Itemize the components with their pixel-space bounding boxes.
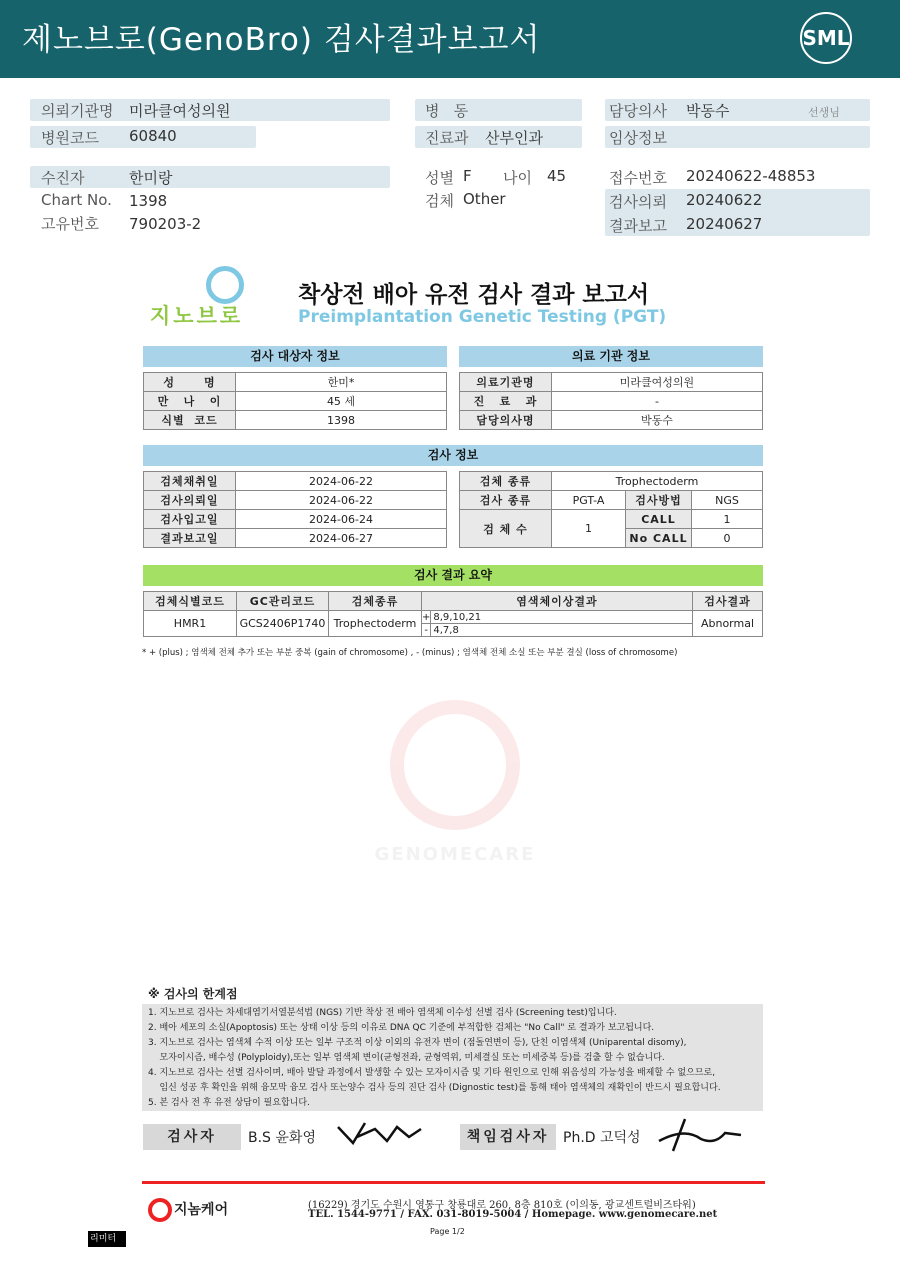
- table-row: [460, 472, 763, 491]
- institution-value: 미라클여성의원: [129, 102, 231, 120]
- page-title: 제노브로(GenoBro) 검사결과보고서: [22, 22, 541, 58]
- company-address: (16229) 경기도 수원시 영통구 창룡대로 260, 8층 810호 (이의동, 광교센트럴비즈타워): [308, 1200, 696, 1211]
- cell-label: 검체 종류: [460, 472, 552, 491]
- table-row: [144, 491, 447, 510]
- tester-label: 검사자: [143, 1124, 241, 1150]
- table-row: [144, 611, 763, 624]
- summary-section-header: 검사 결과 요약: [143, 565, 763, 586]
- patient-label: 수진자: [41, 169, 85, 187]
- limitation-line: 5. 본 검사 전 후 유전 상담이 필요합니다.: [148, 1098, 310, 1108]
- cell-value: NGS: [692, 491, 763, 510]
- id-label: 고유번호: [41, 215, 99, 233]
- report-subtitle: Preimplantation Genetic Testing (PGT): [298, 307, 667, 327]
- chief-tester-signature: [655, 1115, 745, 1155]
- watermark-logo-icon: [390, 700, 520, 830]
- cell-label: 검 체 수: [460, 510, 552, 548]
- institution-label: 의뢰기관명: [41, 102, 114, 120]
- subject-table: [143, 372, 447, 430]
- doctor-value: 박동수: [686, 102, 730, 120]
- institution-table: [459, 372, 763, 430]
- header-cell: 염색체이상결과: [422, 592, 693, 611]
- cell-value: 0: [692, 529, 763, 548]
- cell-value: 1: [552, 510, 626, 548]
- sex-value: F: [463, 167, 472, 185]
- table-row: [460, 510, 763, 529]
- ward-label: 병 동: [425, 102, 469, 120]
- report-title: 착상전 배아 유전 검사 결과 보고서: [298, 282, 650, 308]
- summary-table: [143, 591, 763, 637]
- footer-divider: [142, 1181, 765, 1184]
- cell-value: 2024-06-27: [236, 529, 447, 548]
- request-label: 검사의뢰: [609, 193, 667, 211]
- cell-value: Trophectoderm: [552, 472, 763, 491]
- table-row: [144, 373, 447, 392]
- chart-label: Chart No.: [41, 191, 112, 209]
- header-cell: GC관리코드: [237, 592, 329, 611]
- cell-label: 검사입고일: [144, 510, 236, 529]
- top-banner: [0, 0, 900, 78]
- subject-section-header: 검사 대상자 정보: [143, 346, 447, 367]
- header-cell: 검사결과: [693, 592, 763, 611]
- cell-value: PGT-A: [552, 491, 626, 510]
- table-row: [144, 392, 447, 411]
- q-logo-icon: [206, 266, 244, 304]
- doctor-suffix: 선생님: [808, 106, 840, 119]
- age-label: 나이: [503, 169, 532, 187]
- id-value: 790203-2: [129, 215, 202, 233]
- limitation-line: 임신 성공 후 확인을 위해 융모막 융모 검사 또는양수 검사 등의 진단 검사 (Dignostic test)를 통해 태아 염색체의 재확인이 반드시 필요합니다.: [148, 1083, 721, 1093]
- limitation-line: 4. 지노브로 검사는 선별 검사이며, 배아 발달 과정에서 발생할 수 있는 모자이시즘 및 기타 원인으로 인해 위음성의 가능성을 배제할 수 없으므로,: [148, 1068, 716, 1078]
- institution-section-header: 의료 기관 정보: [459, 346, 763, 367]
- sml-logo: SML: [800, 12, 852, 64]
- limitation-line: 1. 지노브로 검사는 차세대염기서열분석법 (NGS) 기반 착상 전 배아 염색체 이수성 선별 검사 (Screening test)입니다.: [148, 1008, 617, 1018]
- cell-label: No CALL: [626, 529, 692, 548]
- receipt-value: 20240622-48853: [686, 167, 816, 185]
- cell-label: 성 명: [144, 373, 236, 392]
- cell-value: 45 세: [236, 392, 447, 411]
- specimen-value: Other: [463, 190, 506, 208]
- report-date-value: 20240627: [686, 215, 763, 233]
- cell-value: HMR1: [144, 611, 237, 637]
- hospital-code-label: 병원코드: [41, 129, 99, 147]
- limitation-line: 3. 지노브로 검사는 염색체 수적 이상 또는 일부 구조적 이상 이외의 유전자 변이 (점돌연변이 등), 단친 이염색체 (Uniparental disomy),: [148, 1038, 687, 1048]
- table-row: [144, 411, 447, 430]
- cell-label: CALL: [626, 510, 692, 529]
- footnote: * + (plus) ; 염색체 전체 추가 또는 부분 중복 (gain of chromosome) , - (minus) ; 염색체 전체 소실 또는 부분 결실 (loss of chromosome): [142, 648, 678, 658]
- genobro-logo: [150, 262, 260, 330]
- cell-value: 박동수: [552, 411, 763, 430]
- cell-label: 검체채취일: [144, 472, 236, 491]
- hospital-code-value: 60840: [129, 127, 177, 145]
- test-section-header: 검사 정보: [143, 445, 763, 466]
- specimen-table: [459, 471, 763, 548]
- plus-chromosomes: 8,9,10,21: [431, 611, 693, 624]
- plus-sign: +: [422, 611, 431, 623]
- cell-value: 2024-06-22: [236, 491, 447, 510]
- chief-tester-label: 책임검사자: [460, 1124, 556, 1150]
- cell-value: 2024-06-22: [236, 472, 447, 491]
- table-row: [144, 510, 447, 529]
- genomecare-logo: [148, 1198, 228, 1222]
- request-value: 20240622: [686, 191, 763, 209]
- specimen-label: 검체: [425, 192, 454, 210]
- table-row: [460, 392, 763, 411]
- table-row: [144, 592, 763, 611]
- cell-label: 검사방법: [626, 491, 692, 510]
- cell-label: 검사의뢰일: [144, 491, 236, 510]
- cell-value: Trophectoderm: [329, 611, 422, 637]
- cell-value: GCS2406P1740: [237, 611, 329, 637]
- age-value: 45: [547, 167, 567, 185]
- receipt-label: 접수번호: [609, 169, 667, 187]
- dept-label: 진료과: [425, 129, 469, 147]
- cell-label: 만 나 이: [144, 392, 236, 411]
- table-row: [144, 472, 447, 491]
- table-row: [144, 529, 447, 548]
- cell-value: 1398: [236, 411, 447, 430]
- genobro-logo-text: 지노브로: [150, 304, 244, 328]
- cell-label: 식별 코드: [144, 411, 236, 430]
- result-value: Abnormal: [693, 611, 763, 637]
- clinical-label: 임상정보: [609, 129, 667, 147]
- cell-value: -: [552, 392, 763, 411]
- patient-value: 한미랑: [129, 169, 173, 187]
- chief-tester-name: Ph.D 고덕성: [563, 1130, 641, 1146]
- company-contact: TEL. 1544-9771 / FAX. 031-8019-5004 / Homepage. www.genomecare.net: [308, 1209, 718, 1220]
- chart-value: 1398: [129, 192, 168, 210]
- genomecare-watermark: [360, 700, 550, 870]
- table-row: [460, 373, 763, 392]
- corner-tab: 리미터: [88, 1231, 126, 1247]
- cell-label: 의료기관명: [460, 373, 552, 392]
- limitation-line: 2. 배아 세포의 소실(Apoptosis) 또는 상태 이상 등의 이유로 DNA QC 기준에 부적합한 검체는 "No Call" 로 결과가 보고됩니다.: [148, 1023, 655, 1033]
- dept-value: 산부인과: [485, 129, 543, 147]
- header-cell: 검체식별코드: [144, 592, 237, 611]
- page-number: Page 1/2: [430, 1227, 465, 1236]
- report-date-label: 결과보고: [609, 217, 667, 235]
- cell-label: 검사 종류: [460, 491, 552, 510]
- cell-label: 결과보고일: [144, 529, 236, 548]
- minus-chromosomes: 4,7,8: [431, 624, 693, 637]
- genomecare-logo-text: 지놈케어: [174, 1202, 229, 1218]
- watermark-text: GENOMECARE: [374, 844, 536, 865]
- limitation-line: 모자이시즘, 배수성 (Polyploidy),또는 일부 염색체 변이(균형전좌, 균형역위, 미세결실 또는 미세중복 등)를 검출 할 수 없습니다.: [148, 1053, 665, 1063]
- cell-label: 담당의사명: [460, 411, 552, 430]
- table-row: [460, 491, 763, 510]
- header-cell: 검체종류: [329, 592, 422, 611]
- doctor-label: 담당의사: [609, 102, 667, 120]
- genomecare-logo-icon: [148, 1198, 172, 1222]
- cell-value: 한미*: [236, 373, 447, 392]
- cell-value: 미라클여성의원: [552, 373, 763, 392]
- cell-value: 2024-06-24: [236, 510, 447, 529]
- cell-label: 진 료 과: [460, 392, 552, 411]
- tester-name: B.S 윤화영: [248, 1130, 316, 1146]
- limitations-title: ※ 검사의 한계점: [148, 987, 238, 1001]
- dates-table: [143, 471, 447, 548]
- table-row: [460, 411, 763, 430]
- sex-label: 성별: [425, 169, 454, 187]
- cell-value: 1: [692, 510, 763, 529]
- tester-signature: [335, 1115, 425, 1155]
- limitations-box: [142, 1004, 763, 1111]
- minus-sign: -: [422, 624, 431, 637]
